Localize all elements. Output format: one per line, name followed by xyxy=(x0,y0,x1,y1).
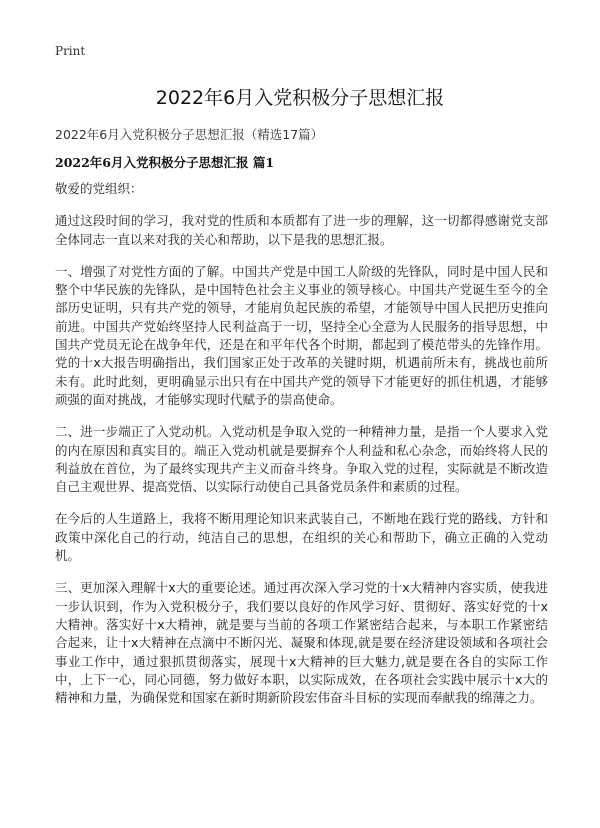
paragraph-motivation: 二、进一步端正了入党动机。入党动机是争取入党的一种精神力量，是指一个人要求入党的内在原因和真实目的。端正入党动机就是要摒弃个人利益和私心杂念，而始终将人民的利益放在首位，为了最终实现共产主义而奋斗终身。争取入党的过程，实际就是不断改造自己主观世界、提高党悟、以实际行动使自己具备党员条件和素质的过程。 xyxy=(55,424,548,495)
section-heading: 2022年6月入党积极分子思想汇报 篇1 xyxy=(55,155,275,170)
paragraph-party-nature: 一、增强了对党性方面的了解。中国共产党是中国工人阶级的先锋队，同时是中国人民和整个中华民族的先锋队，是中国特色社会主义事业的领导核心。中国共产党诞生至今的全部历史证明，只有共产党的领导，才能肩负起民族的希望，才能领导中国人民把历史推向前进。中国共产党始终坚持人民利益高于一切，坚持全心全意为人民服务的指导思想，中国共产党员无论在战争年代，还是在和平年代各个时期，都起到了模范带头的先锋作用。党的十x大报告明确指出，我们国家正处于改革的关键时期，机遇前所未有，挑战也前所未有。此时此刻，更明确显示出只有在中国共产党的领导下才能更好的抓住机遇，才能够顽强的面对挑战，才能够实现时代赋予的崇高使命。 xyxy=(55,263,548,407)
document-body xyxy=(55,180,548,721)
greeting: 敬爱的党组织： xyxy=(55,181,143,196)
print-label: Print xyxy=(55,44,86,58)
paragraph-future: 在今后的人生道路上，我将不断用理论知识来武装自己，不断地在践行党的路线、方针和政策中深化自己的行动，纯洁自己的思想，在组织的关心和帮助下，确立正确的入党动机。 xyxy=(55,511,548,564)
document-subtitle: 2022年6月入党积极分子思想汇报（精选17篇） xyxy=(55,127,324,142)
paragraph-intro: 通过这段时间的学习，我对党的性质和本质都有了进一步的理解，这一切都得感谢党支部全体同志一直以来对我的关心和帮助，以下是我的思想汇报。 xyxy=(55,213,548,247)
page-title: 2022年6月入党积极分子思想汇报 xyxy=(155,87,445,109)
paragraph-congress-spirit: 三、更加深入理解十x大的重要论述。通过再次深入学习党的十x大精神内容实质，使我进一步认识到，作为入党积极分子，我们要以良好的作风学习好、贯彻好、落实好党的十x大精神。落实好十x大精神，就是要与当前的各项工作紧密结合起来，与本职工作紧密结合起来，让十x大精神在点滴中不断闪光、凝聚和体现,就是要在经济建设领域和各项社会事业工作中，通过狠抓贯彻落实，展现十x大精神的巨大魅力,就是要在各自的实际工作中，上下一心，同心同德，努力做好本职，以实际成效，在各项社会实践中展示十x大的精神和力量，为确保党和国家在新时期新阶段宏伟奋斗目标的实现而奉献我的绵薄之力。 xyxy=(55,580,548,706)
